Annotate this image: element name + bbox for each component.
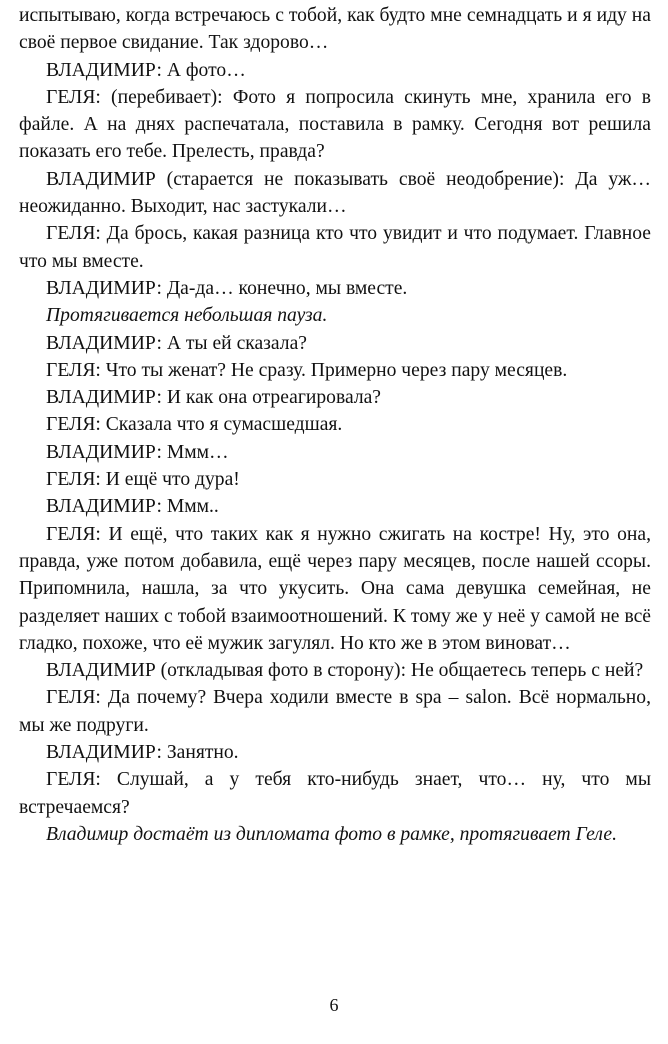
paragraph: ГЕЛЯ: Да почему? Вчера ходили вместе в spa – salon. Всё нормально, мы же подруги.	[19, 687, 651, 736]
paragraph: ГЕЛЯ: (перебивает): Фото я попросила скинуть мне, хранила его в файле. А на днях распечатала, поставила в рамку. Сегодня вот решила показать его тебе. Прелесть, правда?	[19, 86, 651, 163]
paragraph: ВЛАДИМИР: Ммм…	[46, 441, 229, 463]
paragraph: ГЕЛЯ: Что ты женат? Не сразу. Примерно через пару месяцев.	[46, 359, 568, 381]
paragraph: ВЛАДИМИР: Занятно.	[46, 742, 239, 764]
paragraph: ВЛАДИМИР: Ммм..	[46, 496, 219, 518]
paragraph: ВЛАДИМИР: А фото…	[46, 59, 246, 81]
paragraph: ГЕЛЯ: Да брось, какая разница кто что увидит и что подумает. Главное что мы вместе.	[19, 223, 651, 272]
paragraph: ГЕЛЯ: Слушай, а у тебя кто-нибудь знает, что… ну, что мы встречаемся?	[19, 769, 651, 818]
paragraph: испытываю, когда встречаюсь с тобой, как будто мне семнадцать и я иду на своё первое свидание. Так здорово…	[19, 5, 651, 54]
paragraph: ГЕЛЯ: Сказала что я сумасшедшая.	[46, 414, 343, 436]
paragraph: ВЛАДИМИР: И как она отреагировала?	[46, 387, 381, 409]
stage-direction: Протягивается небольшая пауза.	[46, 305, 328, 327]
page-number: 6	[329, 995, 339, 1015]
stage-direction: Владимир достаёт из дипломата фото в рамке, протягивает Геле.	[46, 823, 618, 845]
paragraph: ВЛАДИМИР: А ты ей сказала?	[46, 332, 307, 354]
paragraph: ГЕЛЯ: И ещё что дура!	[46, 469, 240, 491]
paragraph: ВЛАДИМИР (откладывая фото в сторону): Не общаетесь теперь с ней?	[46, 660, 644, 682]
paragraph: ВЛАДИМИР (старается не показывать своё неодобрение): Да уж… неожиданно. Выходит, нас застукали…	[19, 168, 651, 218]
paragraph: ВЛАДИМИР: Да-да… конечно, мы вместе.	[46, 277, 408, 299]
paragraph: ГЕЛЯ: И ещё, что таких как я нужно сжигать на костре! Ну, это она, правда, уже потом добавила, ещё через пару месяцев, после нашей ссоры. Припомнила, нашла, за что укусить. Она сама девушка семейная, не разделяет наших с тобой взаимоотношений. К тому же у неё у самой не всё гладко, похоже, что её мужик загулял. Но кто же в этом виноват…	[19, 523, 651, 654]
body-text	[19, 2, 651, 848]
